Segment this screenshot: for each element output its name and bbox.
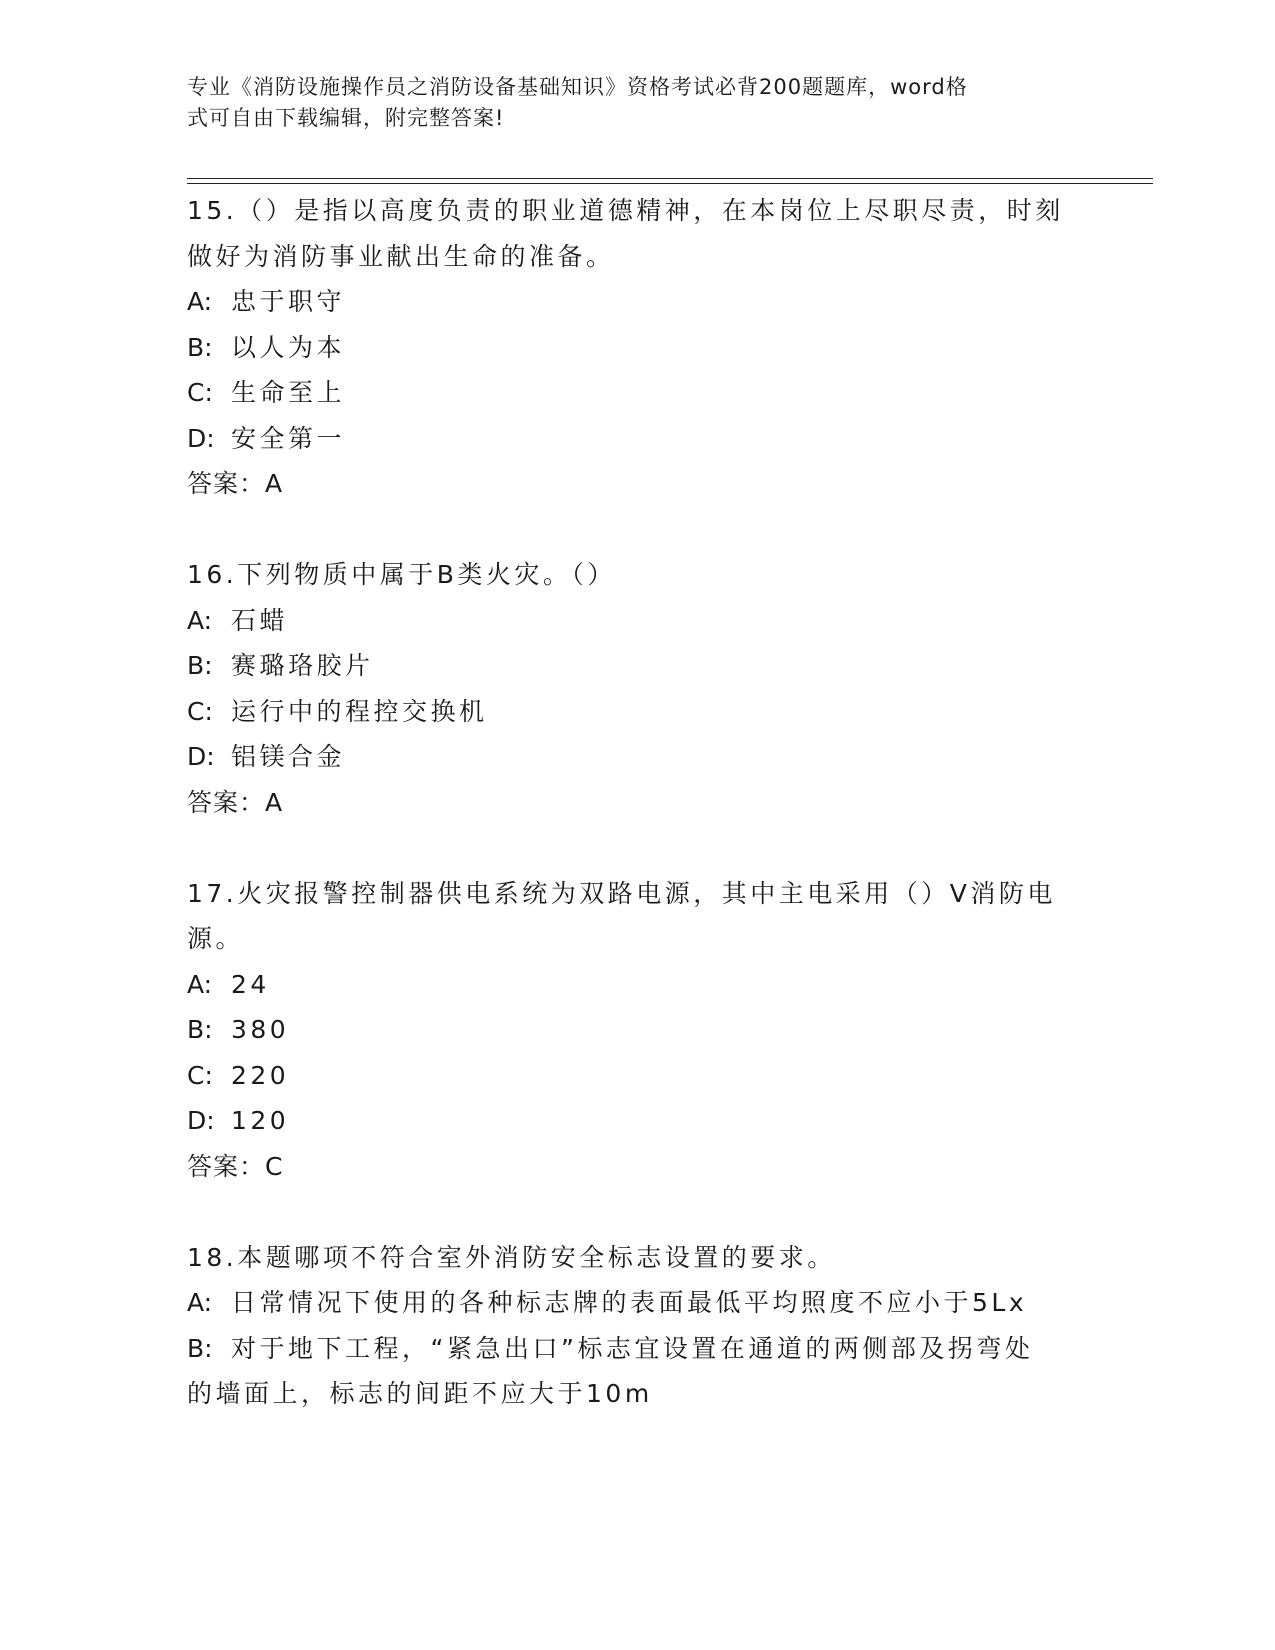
option-letter: C: <box>187 378 213 407</box>
option-letter: A: <box>187 1288 213 1317</box>
option-letter: B: <box>187 1015 213 1044</box>
spacer <box>187 507 1087 553</box>
option-c <box>187 370 1087 416</box>
option-letter: A: <box>187 287 213 316</box>
option-letter: D: <box>187 742 215 771</box>
option-text: 以人为本 <box>231 332 346 362</box>
answer-line: 答案：A <box>187 787 284 817</box>
question-text-line: 17.火灾报警控制器供电系统为双路电源，其中主电采用（）V消防电 <box>187 878 1056 908</box>
option-text: 赛璐珞胶片 <box>231 651 374 680</box>
option-text: 忠于职守 <box>231 287 346 316</box>
questions-list <box>187 188 1087 1417</box>
option-letter: B: <box>187 651 213 680</box>
option-letter: C: <box>187 696 213 726</box>
header-line-2: 式可自由下载编辑，附完整答案! <box>187 106 505 130</box>
option-text: 石蜡 <box>231 605 289 635</box>
option-text: 生命至上 <box>231 378 346 407</box>
question-text-line: 15.（）是指以高度负责的职业道德精神，在本岗位上尽职尽责，时刻 <box>187 196 1064 225</box>
option-b <box>187 325 1087 371</box>
answer-line: 答案：A <box>187 469 284 498</box>
option-a <box>187 1280 1087 1326</box>
option-c <box>187 1053 1087 1099</box>
option-a <box>187 962 1087 1008</box>
question-18 <box>187 1235 1087 1417</box>
option-letter: C: <box>187 1060 213 1090</box>
option-text: 380 <box>231 1015 290 1044</box>
header-divider-bottom <box>187 183 1153 184</box>
option-b <box>187 643 1087 689</box>
header-line-1: 专业《消防设施操作员之消防设备基础知识》资格考试必背200题题库，word格 <box>187 75 968 99</box>
option-text: 安全第一 <box>231 423 346 453</box>
question-16 <box>187 552 1087 825</box>
option-text: 120 <box>231 1106 290 1135</box>
spacer <box>187 1189 1087 1235</box>
option-text: 铝镁合金 <box>231 742 346 771</box>
document-header <box>187 72 1067 134</box>
option-continuation-line: 的墙面上，标志的间距不应大于10m <box>187 1379 653 1408</box>
option-letter: D: <box>187 423 215 453</box>
option-letter: A: <box>187 969 213 999</box>
option-letter: B: <box>187 332 213 362</box>
question-text-line: 做好为消防事业献出生命的准备。 <box>187 241 615 271</box>
option-d <box>187 734 1087 780</box>
option-text: 运行中的程控交换机 <box>231 696 488 726</box>
question-text-line: 源。 <box>187 924 245 953</box>
option-b <box>187 1326 1087 1372</box>
option-c <box>187 689 1087 735</box>
question-text-line: 18.本题哪项不符合室外消防安全标志设置的要求。 <box>187 1242 836 1272</box>
option-text: 24 <box>231 969 270 999</box>
option-d <box>187 416 1087 462</box>
question-17 <box>187 871 1087 1190</box>
option-letter: D: <box>187 1106 215 1135</box>
answer-line: 答案：C <box>187 1151 284 1181</box>
header-divider-top <box>187 178 1153 179</box>
question-text-line: 16.下列物质中属于B类火灾。（） <box>187 560 616 589</box>
question-15 <box>187 188 1087 507</box>
option-letter: B: <box>187 1333 213 1363</box>
option-letter: A: <box>187 605 213 635</box>
option-text: 对于地下工程，“紧急出口”标志宜设置在通道的两侧部及拐弯处 <box>231 1333 1034 1363</box>
option-a <box>187 598 1087 644</box>
option-b <box>187 1007 1087 1053</box>
option-a <box>187 279 1087 325</box>
option-text: 220 <box>231 1060 290 1090</box>
spacer <box>187 825 1087 871</box>
option-d <box>187 1098 1087 1144</box>
option-text: 日常情况下使用的各种标志牌的表面最低平均照度不应小于5Lx <box>231 1288 1028 1317</box>
